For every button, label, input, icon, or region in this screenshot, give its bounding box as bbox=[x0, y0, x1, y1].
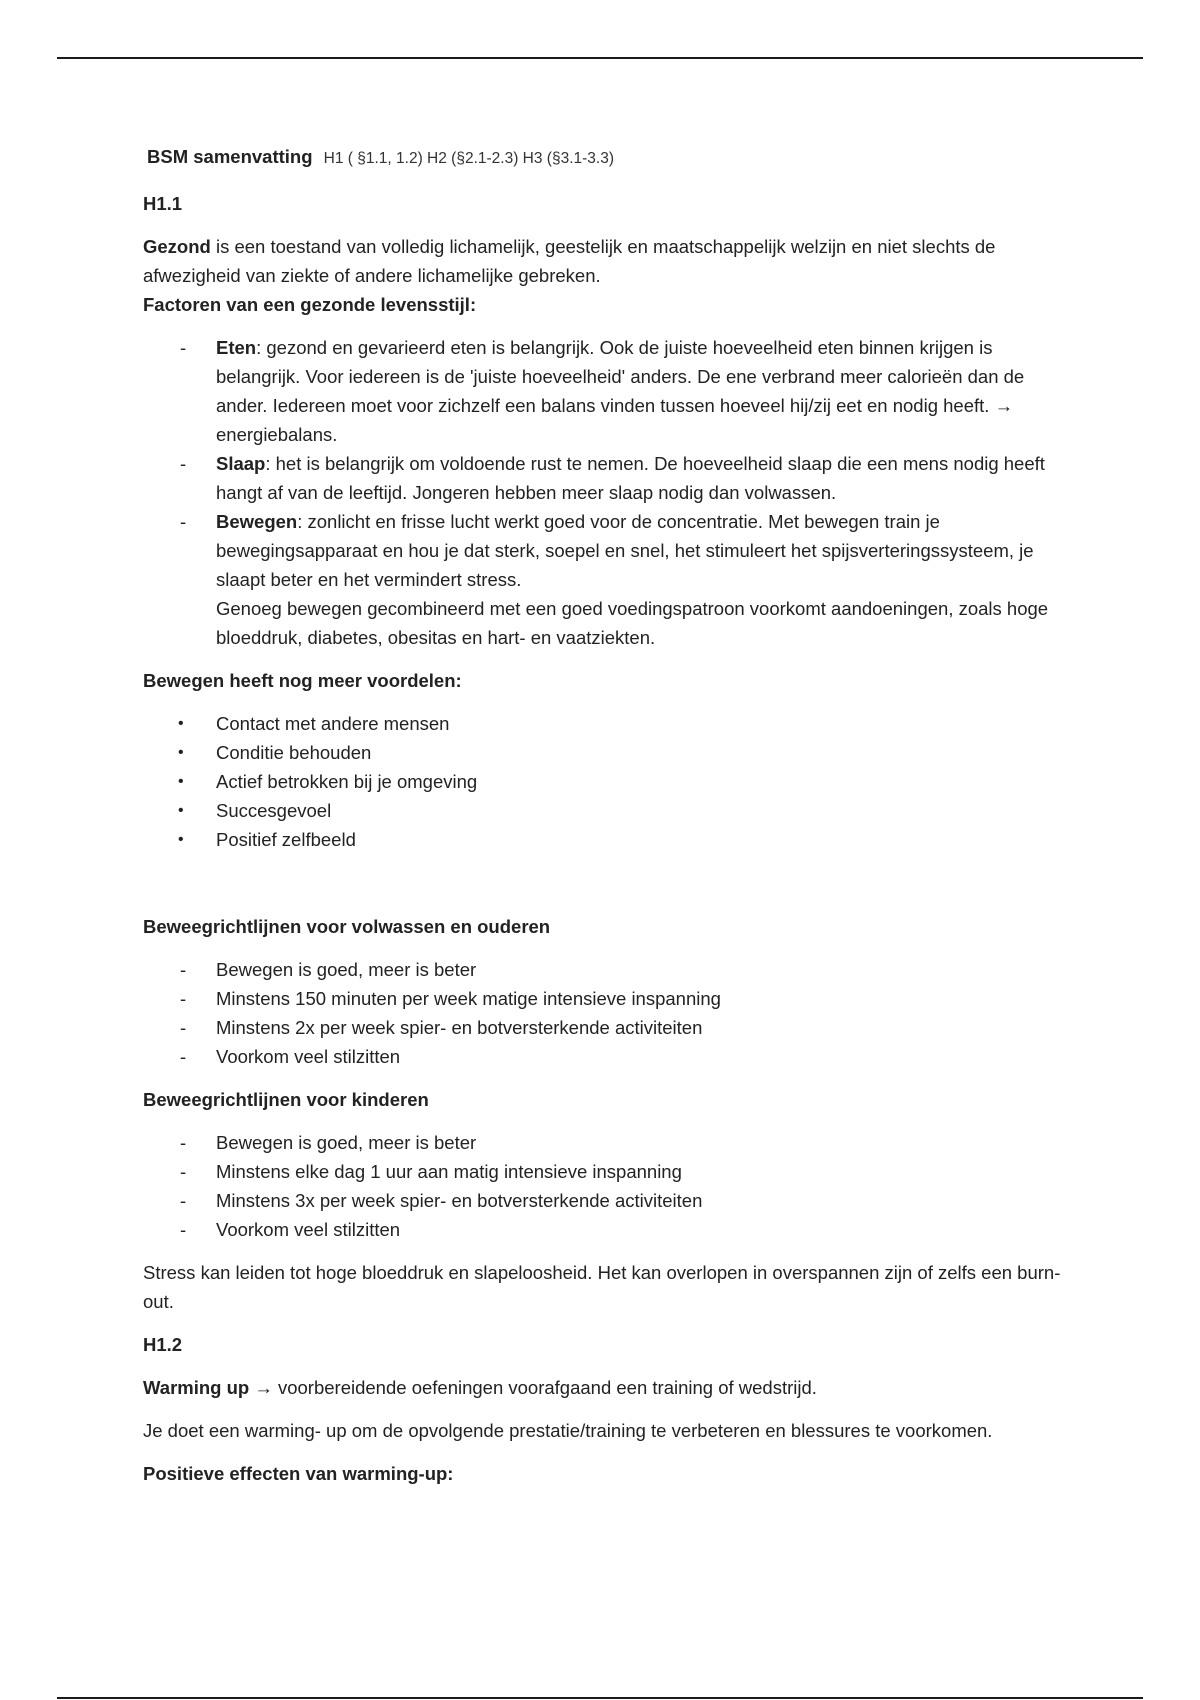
volwassen-heading: Beweegrichtlijnen voor volwassen en ouderen bbox=[143, 916, 551, 937]
list-item-text: Minstens 150 minuten per week matige intensieve inspanning bbox=[216, 988, 721, 1009]
list-item-text: Contact met andere mensen bbox=[216, 713, 450, 734]
list-item bbox=[143, 1157, 1063, 1186]
title-main: BSM samenvatting bbox=[147, 146, 313, 167]
bullet-marker: • bbox=[178, 744, 184, 761]
factor-term: Eten bbox=[216, 337, 257, 358]
list-item-text: Positief zelfbeeld bbox=[216, 829, 356, 850]
gezond-text: is een toestand van volledig lichamelijk, geestelijk en maatschappelijk welzijn en niet slechts de afwezigheid van ziekte of andere lichamelijke gebreken. bbox=[143, 236, 996, 286]
stress-paragraph: Stress kan leiden tot hoge bloeddruk en slapeloosheid. Het kan overlopen in overspannen zijn of zelfs een burn-out. bbox=[143, 1262, 1061, 1312]
warmup-purpose: Je doet een warming- up om de opvolgende prestatie/training te verbeteren en blessures te voorkomen. bbox=[143, 1420, 993, 1441]
factor-term: Bewegen bbox=[216, 511, 298, 532]
factor-text: : gezond en gevarieerd eten is belangrijk. Ook de juiste hoeveelheid eten binnen krijgen is belangrijk. Voor iedereen is de 'juiste hoeveelheid' anders. De ene verbrand meer calorieën dan de ander. Iedereen moet voor zichzelf een balans vinden tussen hoeveel hij/zij eet en nodig heeft. → energiebalans. bbox=[216, 337, 1025, 445]
dash-marker: - bbox=[180, 1219, 187, 1240]
list-item-text: Minstens 3x per week spier- en botversterkende activiteiten bbox=[216, 1190, 703, 1211]
list-item-text: Voorkom veel stilzitten bbox=[216, 1219, 401, 1240]
gezond-term: Gezond bbox=[143, 236, 211, 257]
list-item bbox=[143, 333, 1063, 449]
dash-marker: - bbox=[180, 1046, 187, 1067]
list-item bbox=[143, 709, 1063, 738]
document-title bbox=[147, 142, 1063, 173]
list-item bbox=[143, 825, 1063, 854]
factor-text: : het is belangrijk om voldoende rust te nemen. De hoeveelheid slaap die een mens nodig heeft hangt af van de leeftijd. Jongeren hebben meer slaap nodig dan volwassen. bbox=[216, 453, 1045, 503]
dash-marker: - bbox=[180, 511, 187, 532]
bullet-marker: • bbox=[178, 715, 184, 732]
list-item bbox=[143, 1013, 1063, 1042]
warmup-term: Warming up bbox=[143, 1377, 250, 1398]
dash-marker: - bbox=[180, 337, 187, 358]
heading-h1-1: H1.1 bbox=[143, 193, 183, 214]
dash-marker: - bbox=[180, 959, 187, 980]
list-item bbox=[143, 1215, 1063, 1244]
kinderen-list bbox=[143, 1128, 1063, 1244]
list-item-text: Succesgevoel bbox=[216, 800, 332, 821]
list-item bbox=[143, 984, 1063, 1013]
voordelen-list bbox=[143, 709, 1063, 854]
list-item-text: Minstens elke dag 1 uur aan matig intensieve inspanning bbox=[216, 1161, 682, 1182]
list-item bbox=[143, 449, 1063, 507]
effecten-heading: Positieve effecten van warming-up: bbox=[143, 1463, 454, 1484]
list-item-text: Conditie behouden bbox=[216, 742, 372, 763]
list-item bbox=[143, 507, 1063, 652]
factoren-list bbox=[143, 333, 1063, 652]
warmup-text: → voorbereidende oefeningen voorafgaand een training of wedstrijd. bbox=[249, 1377, 817, 1398]
list-item bbox=[143, 796, 1063, 825]
warmup-definition bbox=[143, 1373, 1063, 1402]
factoren-heading: Factoren van een gezonde levensstijl: bbox=[143, 294, 477, 315]
dash-marker: - bbox=[180, 1017, 187, 1038]
volwassen-list bbox=[143, 955, 1063, 1071]
bottom-rule bbox=[57, 1697, 1143, 1699]
dash-marker: - bbox=[180, 988, 187, 1009]
title-chapters: H1 ( §1.1, 1.2) H2 (§2.1-2.3) H3 (§3.1-3.3) bbox=[323, 150, 614, 167]
dash-marker: - bbox=[180, 1161, 187, 1182]
kinderen-heading: Beweegrichtlijnen voor kinderen bbox=[143, 1089, 429, 1110]
list-item-text: Minstens 2x per week spier- en botversterkende activiteiten bbox=[216, 1017, 703, 1038]
document-page bbox=[143, 142, 1063, 1502]
factor-extra-text: Genoeg bewegen gecombineerd met een goed voedingspatroon voorkomt aandoeningen, zoals hoge bloeddruk, diabetes, obesitas en hart- en vaatziekten. bbox=[216, 598, 1049, 648]
dash-marker: - bbox=[180, 1132, 187, 1153]
factor-text: : zonlicht en frisse lucht werkt goed voor de concentratie. Met bewegen train je bewegingsapparaat en hou je dat sterk, soepel en snel, het stimuleert het spijsverteringssysteem, je slaapt beter en het vermindert stress. bbox=[216, 511, 1034, 590]
list-item bbox=[143, 1186, 1063, 1215]
list-item bbox=[143, 1042, 1063, 1071]
list-item bbox=[143, 767, 1063, 796]
list-item bbox=[143, 955, 1063, 984]
voordelen-heading: Bewegen heeft nog meer voordelen: bbox=[143, 670, 462, 691]
top-rule bbox=[57, 57, 1143, 59]
bullet-marker: • bbox=[178, 773, 184, 790]
heading-h1-2: H1.2 bbox=[143, 1334, 183, 1355]
dash-marker: - bbox=[180, 1190, 187, 1211]
list-item-text: Bewegen is goed, meer is beter bbox=[216, 1132, 477, 1153]
factor-term: Slaap bbox=[216, 453, 266, 474]
gezond-definition bbox=[143, 232, 1063, 290]
bullet-marker: • bbox=[178, 831, 184, 848]
bullet-marker: • bbox=[178, 802, 184, 819]
list-item-text: Voorkom veel stilzitten bbox=[216, 1046, 401, 1067]
list-item-text: Bewegen is goed, meer is beter bbox=[216, 959, 477, 980]
section-spacer bbox=[143, 868, 1063, 912]
list-item bbox=[143, 738, 1063, 767]
list-item bbox=[143, 1128, 1063, 1157]
list-item-text: Actief betrokken bij je omgeving bbox=[216, 771, 478, 792]
dash-marker: - bbox=[180, 453, 187, 474]
